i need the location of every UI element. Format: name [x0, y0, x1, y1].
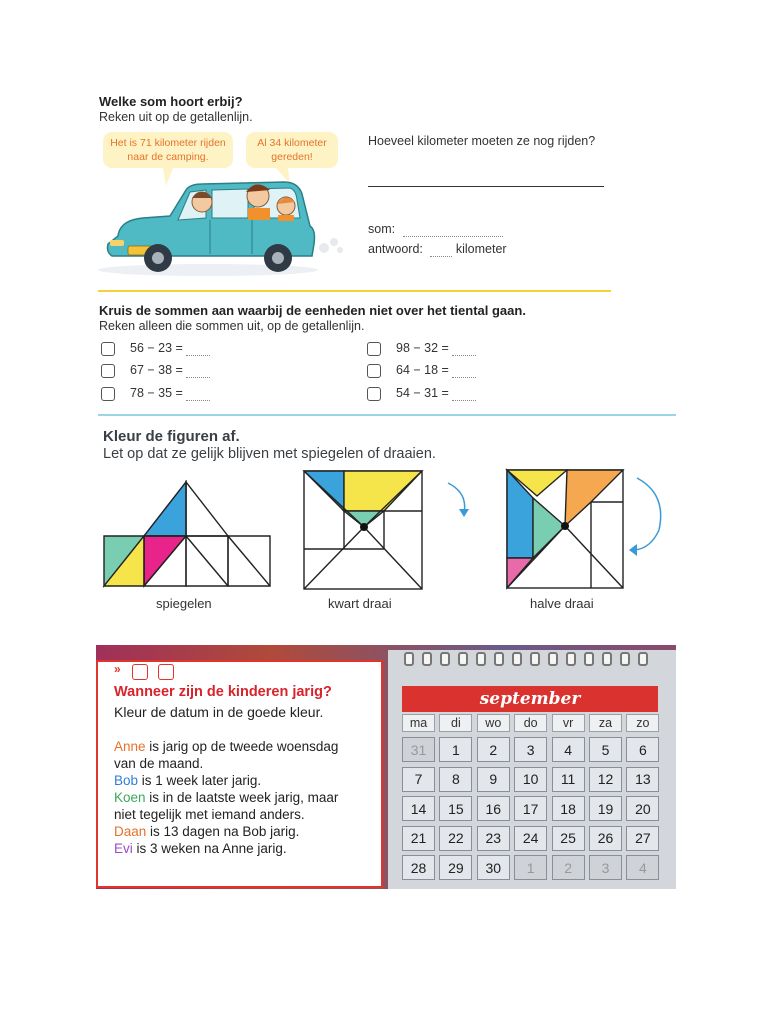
- calendar-day[interactable]: 6: [626, 737, 659, 762]
- clue-text: is 1 week later jarig.: [138, 773, 262, 788]
- calendar-month: september: [479, 689, 581, 709]
- sum-answer-field[interactable]: [186, 386, 210, 401]
- sum-text: 78 − 35 =: [130, 386, 183, 400]
- checkbox-3[interactable]: [101, 387, 115, 401]
- calendar-day[interactable]: 3: [514, 737, 547, 762]
- calendar-day[interactable]: 2: [477, 737, 510, 762]
- child-name: Koen: [114, 790, 146, 805]
- calendar-day[interactable]: 29: [439, 855, 472, 880]
- unit-label: kilometer: [455, 242, 507, 256]
- sum-row: [396, 363, 476, 378]
- calendar-day[interactable]: 7: [402, 767, 435, 792]
- ring-icon: [404, 652, 414, 666]
- section3-title: Kleur de figuren af.: [103, 428, 240, 445]
- calendar-day[interactable]: 13: [626, 767, 659, 792]
- calendar-day[interactable]: 25: [552, 826, 585, 851]
- sum-text: 64 − 18 =: [396, 363, 449, 377]
- calendar-day: 2: [552, 855, 585, 880]
- weekday-header: ma: [402, 714, 435, 732]
- calendar-day[interactable]: 21: [402, 826, 435, 851]
- checkbox-1[interactable]: [101, 342, 115, 356]
- sum-text: 56 − 23 =: [130, 341, 183, 355]
- clue-line: [114, 840, 338, 857]
- calendar-day[interactable]: 17: [514, 796, 547, 821]
- weekday-header: di: [439, 714, 472, 732]
- calendar-day[interactable]: 8: [439, 767, 472, 792]
- sum-row: [130, 341, 210, 356]
- sum-answer-field[interactable]: [186, 363, 210, 378]
- child-name: Bob: [114, 773, 139, 788]
- calendar-day: 4: [626, 855, 659, 880]
- sum-row: [396, 386, 476, 401]
- sum-row: [396, 341, 476, 356]
- ring-icon: [440, 652, 450, 666]
- pencil-icon: [132, 664, 148, 680]
- ring-icon: [512, 652, 522, 666]
- weekday-header: wo: [477, 714, 510, 732]
- calendar-day[interactable]: 16: [477, 796, 510, 821]
- calendar-day[interactable]: 22: [439, 826, 472, 851]
- speech-bubble-right-text: Al 34 kilometer gereden!: [257, 137, 327, 163]
- ring-icon: [638, 652, 648, 666]
- som-row: [368, 222, 503, 237]
- calendar-day[interactable]: 1: [439, 737, 472, 762]
- figure-kwart-draai[interactable]: [302, 469, 482, 591]
- checkbox-2[interactable]: [101, 364, 115, 378]
- clue-text: is 3 weken na Anne jarig.: [132, 841, 287, 856]
- som-label: som:: [368, 222, 396, 236]
- calendar-day[interactable]: 23: [477, 826, 510, 851]
- question-text: Hoeveel kilometer moeten ze nog rijden?: [368, 134, 596, 148]
- checkbox-5[interactable]: [367, 364, 381, 378]
- weekday-header: zo: [626, 714, 659, 732]
- sum-text: 67 − 38 =: [130, 363, 183, 377]
- som-field[interactable]: [403, 222, 503, 237]
- clue-line: [114, 738, 338, 755]
- calendar-day[interactable]: 19: [589, 796, 622, 821]
- weekday-header: do: [514, 714, 547, 732]
- clue-line: [114, 772, 338, 789]
- figure-label-kwart-draai: kwart draai: [328, 596, 392, 611]
- figure-halve-draai[interactable]: [505, 468, 675, 592]
- answer-line[interactable]: [368, 186, 604, 187]
- calendar-day[interactable]: 15: [439, 796, 472, 821]
- calendar-day[interactable]: 5: [589, 737, 622, 762]
- car-illustration: [98, 160, 348, 278]
- calendar-day[interactable]: 9: [477, 767, 510, 792]
- clue-list: [114, 738, 338, 857]
- sum-text: 54 − 31 =: [396, 386, 449, 400]
- ring-icon: [602, 652, 612, 666]
- sum-text: 98 − 32 =: [396, 341, 449, 355]
- section4-subtitle: Kleur de datum in de goede kleur.: [114, 704, 324, 720]
- clue-text: niet tegelijk met iemand anders.: [114, 807, 305, 822]
- calendar-day[interactable]: 20: [626, 796, 659, 821]
- child-name: Evi: [114, 841, 133, 856]
- sum-answer-field[interactable]: [186, 341, 210, 356]
- calendar-day[interactable]: 10: [514, 767, 547, 792]
- clue-text: is in de laatste week jarig, maar: [145, 790, 339, 805]
- calendar-day: 31: [402, 737, 435, 762]
- calendar-day: 1: [514, 855, 547, 880]
- clue-text: is jarig op de tweede woensdag: [145, 739, 339, 754]
- ring-icon: [458, 652, 468, 666]
- checkbox-6[interactable]: [367, 387, 381, 401]
- calendar-day: 3: [589, 855, 622, 880]
- clue-line: [114, 789, 338, 806]
- ring-icon: [494, 652, 504, 666]
- figure-spiegelen[interactable]: [102, 480, 272, 590]
- sum-row: [130, 363, 210, 378]
- calendar-day[interactable]: 24: [514, 826, 547, 851]
- speech-bubble-left-text: Het is 71 kilometer rijden naar de camping.: [110, 137, 226, 163]
- antwoord-field[interactable]: [430, 242, 452, 257]
- ring-icon: [548, 652, 558, 666]
- ring-icon: [566, 652, 576, 666]
- figure-label-halve-draai: halve draai: [530, 596, 594, 611]
- ring-icon: [620, 652, 630, 666]
- pencil-icon: [158, 664, 174, 680]
- sum-answer-field[interactable]: [452, 363, 476, 378]
- sum-answer-field[interactable]: [452, 341, 476, 356]
- section1-subtitle: Reken uit op de getallenlijn.: [99, 110, 253, 124]
- calendar-day[interactable]: 12: [589, 767, 622, 792]
- calendar-day[interactable]: 26: [589, 826, 622, 851]
- calendar-day[interactable]: 14: [402, 796, 435, 821]
- weekday-header: vr: [552, 714, 585, 732]
- calendar-day[interactable]: 27: [626, 826, 659, 851]
- clue-line: [114, 806, 338, 823]
- calendar-day[interactable]: 30: [477, 855, 510, 880]
- section2-subtitle: Reken alleen die sommen uit, op de getallenlijn.: [99, 319, 365, 333]
- calendar-day[interactable]: 18: [552, 796, 585, 821]
- weekday-header: za: [589, 714, 622, 732]
- ring-icon: [476, 652, 486, 666]
- section-divider-blue: [98, 414, 676, 416]
- antwoord-label: antwoord:: [368, 242, 423, 256]
- ring-icon: [530, 652, 540, 666]
- figure-label-spiegelen: spiegelen: [156, 596, 212, 611]
- section4-title: Wanneer zijn de kinderen jarig?: [114, 684, 332, 700]
- calendar-day[interactable]: 4: [552, 737, 585, 762]
- ring-icon: [422, 652, 432, 666]
- section2-title: Kruis de sommen aan waarbij de eenheden niet over het tiental gaan.: [99, 303, 526, 318]
- section-divider-yellow: [98, 290, 611, 292]
- section1-title: Welke som hoort erbij?: [99, 94, 243, 109]
- clue-line: [114, 823, 338, 840]
- clue-text: van de maand.: [114, 756, 204, 771]
- quote-icon: »: [114, 662, 121, 676]
- sum-row: [130, 386, 210, 401]
- section3-subtitle: Let op dat ze gelijk blijven met spiegelen of draaien.: [103, 446, 436, 462]
- child-name: Daan: [114, 824, 147, 839]
- calendar-day[interactable]: 11: [552, 767, 585, 792]
- antwoord-row: [368, 242, 507, 257]
- calendar-day[interactable]: 28: [402, 855, 435, 880]
- checkbox-4[interactable]: [367, 342, 381, 356]
- child-name: Anne: [114, 739, 146, 754]
- ring-icon: [584, 652, 594, 666]
- sum-answer-field[interactable]: [452, 386, 476, 401]
- clue-text: is 13 dagen na Bob jarig.: [146, 824, 300, 839]
- clue-line: [114, 755, 338, 772]
